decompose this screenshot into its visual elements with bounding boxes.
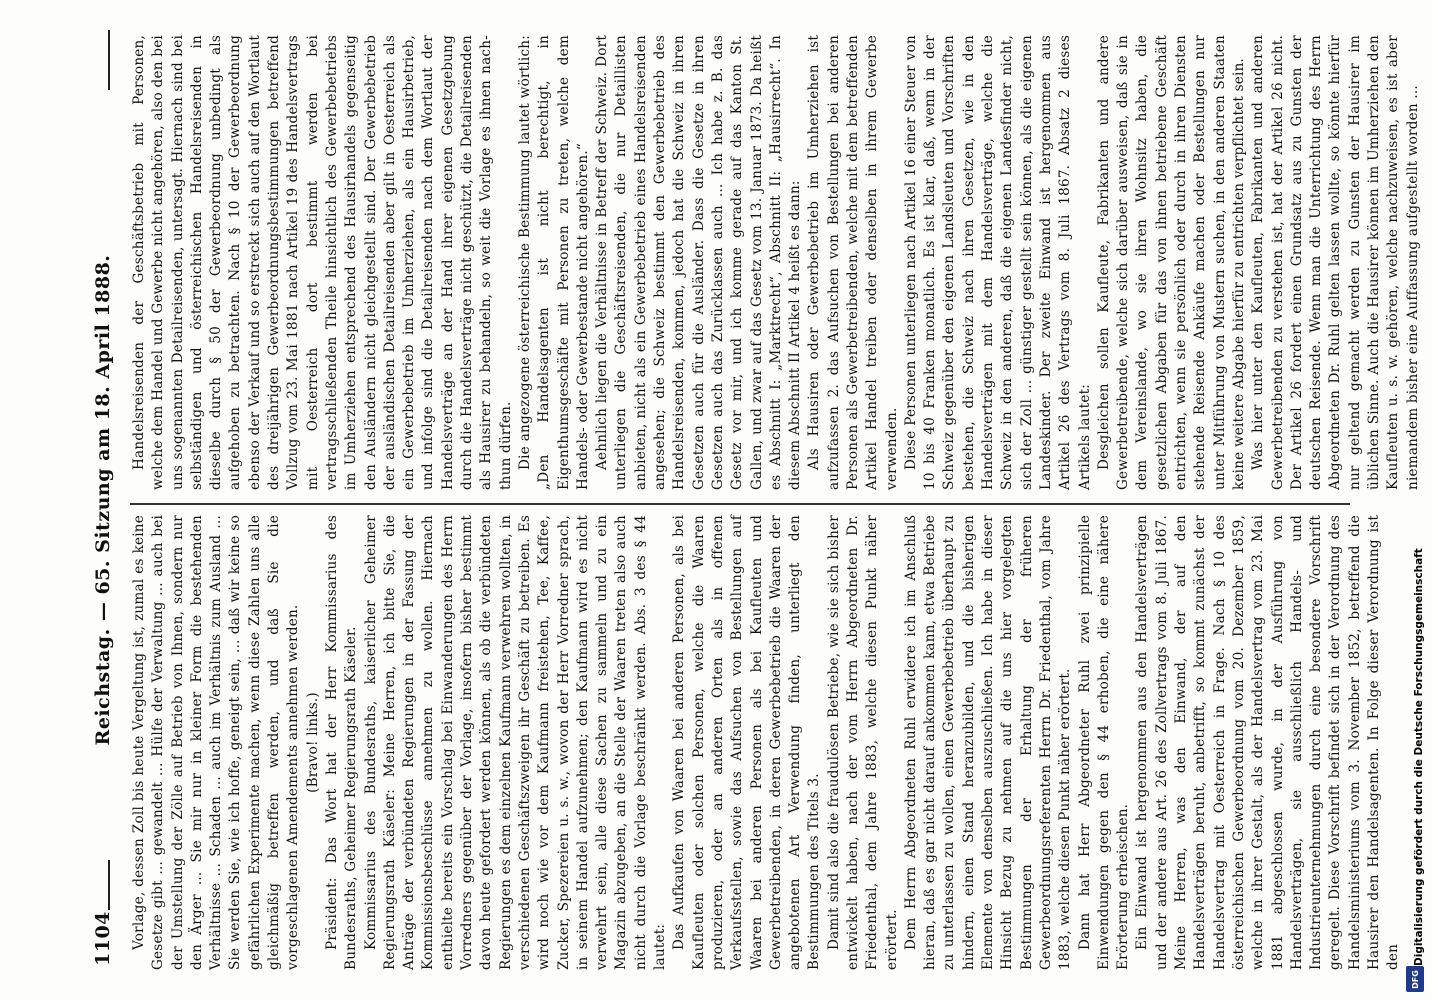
paragraph: Diese Personen unterliegen nach Artikel 16 einer Steuer von 10 bis 40 Franken monatlich. Es ist klar, daß, wenn in der Schweiz gegenüber den eigenen Landsleuten und Vorschriften bestehen, die Schweiz nach ihren Gesetzen, wie in den Handelsverträgen mit dem Handelsverträge, welche die Schweiz in den anderen, daß die eigenen Landesfinder nicht, sich der Zoll ... günstiger gestellt sein können, als die eigenen Landeskinder. Der zweite Einwand ist hergenommen aus Artikel 26 des Vertrags vom 8. Juli 1867. Absatz 2 dieses Artikels lautet: — [902, 35, 1093, 490]
header-title: Reichstag. — 65. Sitzung am 18. April 1888. — [92, 254, 114, 746]
paragraph: (Bravo! links.) — [304, 692, 321, 793]
paragraph: Als Hausiren oder Gewerbebetrieb im Umherziehen ist aufzufassen 2. das Aufsuchen von Bestellungen bei anderen Personen als Gewerbetreibenden, welche mit dem betreffenden Artikel Handel treiben oder denselben in ihrem Gewerbe verwenden. — [806, 35, 900, 490]
dfg-credit-text: Digitalisierung gefördert durch die Deutsche Forschungsgemeinschaft — [1413, 548, 1425, 966]
paragraph: Was hier unter den Kaufleuten, Fabrikanten und anderen Gewerbetreibenden zu verstehen ist, hat der Artikel 26 nicht. Der Artikel 26 fordert einen Grundsatz aus zu Gunsten der deutschen Reisende. Wenn man die Unterrichtung des Herrn Abgeordneten Dr. Ruhl gelten lassen wollte, so könnte hierfür nur geltend gemacht werden zu Gunsten der Hausirer im üblichen Sinne. Auch die Hausirer können im Umherziehen den Kaufleuten u. s. w. gehören, welche nachzuweisen, es ist aber niemandem bisher eine Auffassung aufgestellt worden ... — [1250, 35, 1421, 490]
paragraph: Das Aufkaufen von Waaren bei anderen Personen, als bei Kaufleuten oder solchen Personen, welche die Waaren produzieren, oder an anderen Orten als in offenen Verkaufsstellen, sowie das Aufsuchen von Bestellungen auf Waaren bei anderen Personen als bei Kaufleuten und Gewerbetreibenden, in deren Gewerbebetrieb die Waaren der angebotenen Art Verwendung finden, unterliegt den Bestimmungen des Titels 3. — [671, 515, 823, 970]
dfg-logo-text: DFG — [1410, 969, 1420, 989]
left-column — [130, 515, 1402, 970]
column-divider — [130, 503, 1350, 505]
dfg-logo — [1406, 966, 1424, 992]
header-rule-right — [108, 30, 110, 90]
paragraph: Ein Einwand ist hergenommen aus den Handelsverträgen und der andere aus Art. 26 des Zollvertrags vom 8. Juli 1867. Meine Herren, was den Einwand, der auf den Handelsverträgen beruht, anbetrifft, so kommt zunächst der Handelsvertrag mit Oesterreich in Frage. Nach § 10 des österreichischen Gewerbeordnung vom 20. Dezember 1859, welche in ihrer Gestalt, als der Handelsvertrag vom 23. Mai 1881 abgeschlossen wurde, in der Ausführung von Handelsverträgen, sie ausschließlich Handels- und Industrieunternehmungen durch eine besondere Vorschrift geregelt. Diese Vorschrift befindet sich in der Verordnung des Handelsministeriums vom 3. November 1852, betreffend die Hausirer den Handelsagenten. In Folge dieser Verordnung ist den — [1134, 515, 1402, 970]
paragraph: Aehnlich liegen die Verhältnisse in Betreff der Schweiz. Dort unterliegen die Geschäftsreisenden, die nur Detaillisten anbieten, nicht als ein Gewerbebetrieb eines Handelsreisenden angesehen; die Schweiz bestimmt den Gewerbebetrieb des Handelsreisenden, kommen, jedoch hat die Schweiz in ihren Gesetzen auch für die Ausländer. Dass die Gesetze in ihren Gesetzen auch das Zurücklassen auch ... Ich habe z. B. das Gesetz vor mir, und ich komme gerade auf das Kanton St. Gallen, und zwar auf das Gesetz vom 13. Januar 1873. Da heißt es Abschnitt I: „Marktrecht“, Abschnitt II: „Hausirrecht“. In diesem Abschnitt II Artikel 4 heißt es dann: — [594, 35, 804, 490]
paragraph: Die angezogene österreichische Bestimmung lautet wörtlich: „Den Handelsagenten ist nicht berechtigt, in Eigenthumsgeschäfte mit Personen zu treten, welche dem Handels- oder Gewerbestande nicht angehören.“ — [516, 35, 591, 490]
side-strip — [1405, 0, 1432, 1000]
paragraph: Dann hat Herr Abgeordneter Ruhl zwei prinzipielle Einwendungen gegen den § 44 erhoben, die eine nähere Erörterung erheischen. — [1076, 515, 1132, 970]
paragraph: Damit sind also die fraudulösen Betriebe, wie sie sich bisher entwickelt haben, nach der vom Herrn Abgeordneten Dr. Friedenthal, dem Jahre 1883, welche diesen Punkt näher erörtert. — [825, 515, 900, 970]
paragraph: Kommissarius des Bundesraths, kaiserlicher Geheimer Regierungsrath Käseler: Meine Herren, ich bitte Sie, die Anträge der verbündeten Regierungen in der Fassung der Kommissionsbeschlüsse annehmen zu wollen. Hiernach enthielte bereits ein Vorschlag bei Einwanderungen des Herrn Vorredners gegenüber der Vorlage, insofern bisher bestimmt davon heute gefordert werden können, als ob die verbündeten Regierungen es dem einzelnen Kaufmann verwehren wollten, in verschiedenen Geschäftszweigen ihr Geschäft zu betreiben. Es wird noch wie vor dem Kaufmann freistehen, Tee, Kaffee, Zucker, Spezereien u. s. w., wovon der Herr Vorredner sprach, in seinem Handel aufzunehmen; den Kaufmann wird es nicht verwehrt sein, alle diese Sachen zu sammeln und zu ein Magazin abzugeben, an die Stelle der Waaren treten also auch nicht durch die Vorlage beschränkt werden. Abs. 3 des § 44 lautet: — [362, 515, 669, 970]
paragraph: Dem Herrn Abgeordneten Ruhl erwidere ich im Anschluß hieran, daß es gar nicht darauf ankommen kann, etwa Betriebe zu unterlassen zu wollen, einen Gewerbebetrieb überhaupt zu hindern, einen Stand heranzubilden, und die bisherigen Elemente von denselben auszuschließen. Ich habe in dieser Hinsicht Bezug zu nehmen auf die uns hier vorgelegten Bestimmungen der Erhaltung der früheren Gewerbeordnungsreferenten Herrn Dr. Friedenthal, vom Jahre 1883, welche diesen Punkt näher erörtert. — [902, 515, 1074, 970]
paragraph: Vorlage, dessen Zoll bis heute Vergeltung ist, zumal es keine Gesetze gibt ... gewandelt ... Hülfe der Verwaltung ... auch bei der Umstellung der Zölle auf Betrieb von Ihnen, sondern nur den Ärger ... Sie mir nur in kleiner Form die bestehenden Verhältnisse ... Schaden ... auch im Verhältnis zum Ausland ... Sie werden Sie, wie ich hoffe, geneigt sein, ... daß wir keine so gefährlichen Experimente machen, wenn diese Zahlen uns alle gleichmäßig betreffen werden, und daß Sie die vorgeschlagenen Amendements annehmen werden. — [131, 515, 302, 970]
right-column — [130, 35, 1421, 490]
paragraph: Handelsreisenden der Geschäftsbetrieb mit Personen, welche dem Handel und Gewerbe nicht angehören, also den bei uns sogenannten Detailreisenden, untersagt. Hiernach sind bei selbständigen und österreichischen Handelsreisenden in dieselbe durch § 50 der Gewerbeordnung unbedingt als aufgehoben zu betrachten. Nach § 10 der Gewerbeordnung ebenso der Verkauf und so erstreckt sich auch auf den Wortlaut des dreijährigen Gewerbeordnungsbestimmungen betreffend Vollzug vom 23. Mai 1881 nach Artikel 19 des Handelsvertrags mit Oesterreich dort bestimmt werden bei vertragsschließenden Theile hinsichtlich des Gewerbebetriebs im Umherziehen entsprechend des Hausirhandels gegenseitig den Ausländern nicht gleichgestellt sind. Der Gewerbebetrieb der ausländischen Detailreisenden aber gilt in Oesterreich als ein Gewerbebetrieb im Umherziehen, als ein Hausirbetrieb, und infolge sind die Detailreisenden nach dem Wortlaut der Handelsverträge an der Hand ihrer eigenen Gesetzgebung durch die Handelsverträge nicht geschützt, die Detailreisenden als Hausirer zu behandeln, so weit die Vorlage es ihnen nach- thun dürfen. — [131, 35, 514, 490]
running-header — [88, 20, 122, 980]
page-number: 1104 — [92, 911, 114, 966]
paragraph: Desgleichen sollen Kaufleute, Fabrikanten und andere Gewerbetreibende, welche sich darüber ausweisen, daß sie in dem Vereinslande, wo sie ihren Wohnsitz haben, die gesetzlichen Abgaben für das von ihnen betriebene Geschäft entrichten, wenn sie persönlich oder durch in ihren Diensten stehende Reisende Ankäufe machen oder Bestellungen nur unter Mitführung von Mustern suchen, in den anderen Staaten keine weitere Abgabe hierfür zu entrichten verpflichtet sein. — [1095, 35, 1247, 490]
paragraph: Präsident: Das Wort hat der Herr Kommissarius des Bundesraths, Geheimer Regierungsrath Käseler. — [323, 515, 360, 970]
